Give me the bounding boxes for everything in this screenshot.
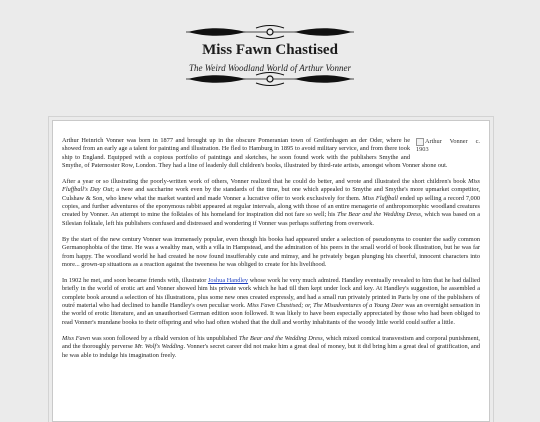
text-run: whose work he very much admired. Handley eventually revealed to him that he had dallied briefly in the world of erotic art and Vonner showed him his private work which he had till then kept under lock and key. At Handley's suggestion, he assembled a complete book around a selection of his illustrations, plus some new ones created expressly, and had a small run privately printed in Paris by one of the publishers of outré material who had declined to handle Handley's own peculiar work.: [62, 277, 480, 310]
portrait-figure: [416, 138, 480, 154]
text-run: was soon followed by a ribald version of his unpublished: [89, 334, 239, 342]
book-title: The Bear and the Wedding Dress: [337, 211, 421, 219]
article-body: [53, 121, 489, 360]
page-subtitle: The Weird Woodland World of Arthur Vonner: [188, 63, 352, 73]
text-run: By the start of the new century Vonner was immensely popular, even though his books had appeared under a selection of pseudonyms to counter the sadly common Germanophobia of the time. He was a wealthy man, with a villa in Hampstead, and the admiration of his peers in the small world of book illustration, but he was far from happy. The woodland world he had created he now found insufferably cute and mimsy, and he privately began plunging his cheerful, innocent characters into more... grown-up situations as a reaction against the tweeness he was obliged to create for his livelihood.: [62, 235, 480, 268]
book-title: The Bear and the Wedding Dress: [238, 334, 323, 342]
text-run: ended up selling a record 7,000 copies, and further adventures of the eponymous rabbit appeared at regular intervals, along with those of an entire menagerie of anthropomorphic woodland creatures created by Vonner. An attempt to mine the folktales of his homeland for inspiration did not fare so well; his: [62, 194, 480, 219]
paragraph: [62, 236, 480, 269]
book-title: Miss Fawn Chastised; or, The Misadventures of a Young Deer: [246, 302, 404, 310]
text-run: After a year or so illustrating the poorly-written work of others, Vonner realized that he could do better, and wrote and illustrated the short children's book: [62, 178, 469, 186]
book-title: Miss Fawn: [62, 334, 90, 342]
text-run: , which was based on a Silesian folktale, left his publishers confused and distressed and wondering if Vonner was perhaps suffering from overwork.: [62, 211, 480, 227]
paragraph: [62, 335, 480, 360]
text-run: was an overnight sensation in the world of erotic literature, and an unauthorised German edition soon followed. It was likely to have been especially appreciated by those who had been obliged to read Vonner's mundane books to their offspring and who had often wished that the dull and worthy inhabitants of the woody little world could suffer a little.: [62, 302, 480, 326]
paragraph: [62, 277, 480, 327]
broken-image-icon: [416, 138, 424, 146]
book-title: Miss Fluffball's Day Out: [62, 178, 480, 194]
text-run: , which mixed comical transvestism and corporal punishment, and the thoroughly perverse: [62, 334, 480, 351]
bottom-flourish-ornament: [186, 72, 354, 86]
text-run: ; a twee and saccharine work even by the standards of the time, but one which appealed to Smythe and Smythe's more upmarket competitor, Culshaw & Son, who knew what the market wanted and made Vonner a lucrative offer to work exclusively for them.: [62, 186, 480, 202]
article-panel: [52, 120, 490, 422]
joshua-handley-link[interactable]: Joshua Handley: [207, 277, 249, 285]
paragraph: [62, 178, 480, 228]
text-run: Arthur Heinrich Vonner was born in 1877 and brought up in the obscure Pomeranian town of Greifenhagen an der Oder, where he showed from an early age a talent for painting and illustration. He fled to Hamburg in 1895 to avoid military service, and from there took ship to England. Equipped with a copious portfolio of paintings and sketches, he soon found work with the publishers Smythe and Smythe, of Paternoster Row, London. They had a line of leadenly dull children's books, illustrated by third-rate artists, amongst whom Vonner shone out.: [62, 137, 448, 169]
page-header: [0, 0, 540, 112]
top-flourish-ornament: [186, 25, 354, 39]
book-title: Mr. Wolf's Wedding: [134, 343, 184, 351]
book-title: Miss Fluffball: [362, 194, 398, 202]
page-title: Miss Fawn Chastised: [202, 42, 338, 58]
text-run: In 1902 he met, and soon became friends with, illustrator: [62, 277, 208, 285]
portrait-caption: Arthur Vonner c. 1903: [416, 138, 480, 153]
text-run: . Vonner's secret career did not make him a great deal of money, but it did bring him a great deal of gratification, and he was able to indulge his imagination freely.: [62, 343, 480, 359]
